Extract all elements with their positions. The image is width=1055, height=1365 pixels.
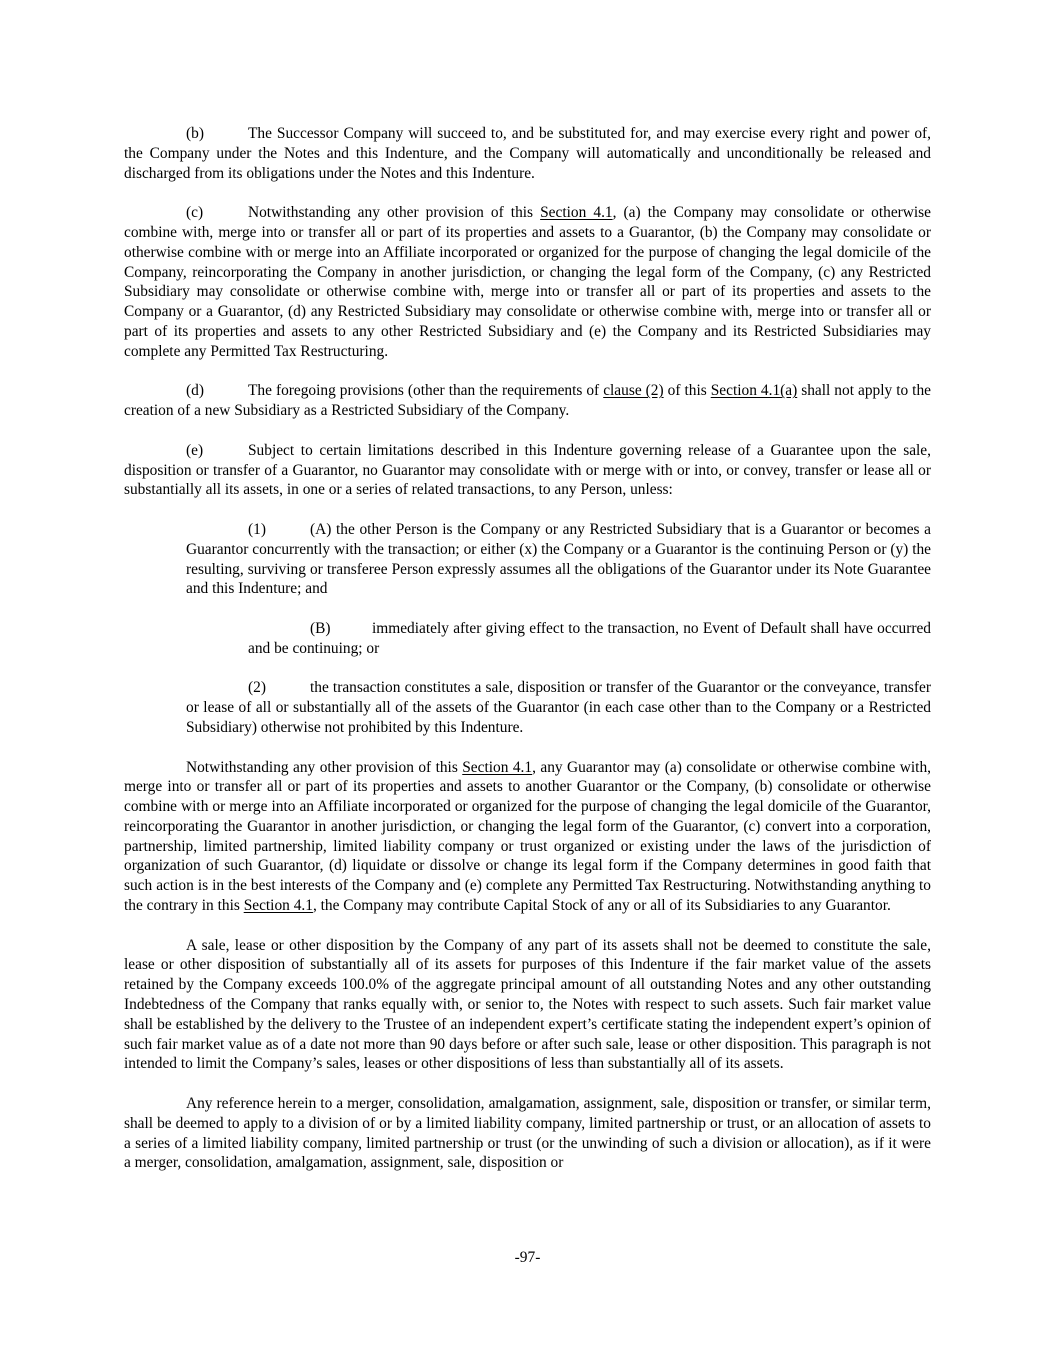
paragraph-notwithstanding bbox=[124, 758, 931, 916]
paragraph-text: shall not apply to the creation of a new Subsidiary as a Restricted Subsidiary of the Company. bbox=[124, 382, 931, 420]
clause-reference: clause (2) bbox=[603, 382, 664, 400]
section-reference: Section 4.1(a) bbox=[710, 382, 798, 400]
paragraph-text: The Successor Company will succeed to, and be substituted for, and may exercise every right and power of, the Company under the Notes and this Indenture, and the Company will automatically and unconditionally be released and discharged from its obligations under the Notes and this Indenture. bbox=[124, 125, 931, 182]
clause-text: immediately after giving effect to the transaction, no Event of Default shall have occurred and be continuing; or bbox=[248, 619, 931, 657]
document-page bbox=[124, 124, 931, 1173]
paragraph-label: (b) bbox=[186, 125, 204, 142]
clause-1b-block bbox=[248, 619, 931, 659]
paragraph-text: Notwithstanding any other provision of this bbox=[186, 758, 463, 776]
clause-text: (A) the other Person is the Company or any Restricted Subsidiary that is a Guarantor or becomes a Guarantor concurrently with the transaction; or either (x) the Company or a Guarantor is the continuing Person or (y) the resulting, surviving or transferee Person expressly assumes all the obligations of the Guarantor under its Note Guarantee and this Indenture; and bbox=[186, 520, 931, 598]
clause-1b bbox=[248, 619, 931, 659]
paragraph-sale bbox=[124, 936, 931, 1075]
page-number: -97- bbox=[514, 1249, 541, 1266]
paragraph-text: , the Company may contribute Capital Stock of any or all of its Subsidiaries to any Guarantor. bbox=[312, 897, 891, 915]
paragraph-text: Subject to certain limitations described in this Indenture governing release of a Guarantee upon the sale, disposition or transfer of a Guarantor, no Guarantor may consolidate with or merge with or into, or convey, transfer or lease all or substantially all its assets, in one or a series of related transactions, to any Person, unless: bbox=[124, 441, 931, 499]
section-reference: Section 4.1 bbox=[540, 204, 613, 222]
paragraph-text: Notwithstanding any other provision of this bbox=[248, 204, 541, 222]
section-reference: Section 4.1 bbox=[462, 758, 533, 776]
clause-2-block bbox=[186, 678, 931, 737]
paragraph-c bbox=[124, 203, 931, 361]
paragraph-e bbox=[124, 441, 931, 500]
clause-label: (2) bbox=[248, 679, 266, 697]
clause-text: the transaction constitutes a sale, disposition or transfer of the Guarantor or the conveyance, transfer or lease of all or substantially all of the assets of the Guarantor (in each case other than to the Company or a Restricted Subsidiary) otherwise not prohibited by this Indenture. bbox=[186, 679, 931, 736]
clause-1 bbox=[186, 520, 931, 599]
paragraph-b bbox=[124, 124, 931, 183]
paragraph-text: Any reference herein to a merger, consolidation, amalgamation, assignment, sale, disposition or transfer, or similar term, shall be deemed to apply to a division of or by a limited liability company, limited partnership or trust, or an allocation of assets to a series of a limited liability company, limited partnership or trust (or the unwinding of such a division or allocation), as if it were a merger, consolidation, amalgamation, assignment, sale, disposition or bbox=[124, 1095, 931, 1172]
paragraph-text: , any Guarantor may (a) consolidate or otherwise combine with, merge into or transfer all or part of its properties and assets to another Guarantor or the Company, (b) consolidate or otherwise combine with or merge into an Affiliate incorporated or organized for the purpose of changing the legal domicile of the Guarantor, reincorporating the Guarantor in another jurisdiction, or changing the legal form of the Guarantor, (c) convert into a corporation, partnership, limited partnership, limited liability company or trust organized or existing under the laws of the jurisdiction of organization of such Guarantor, (d) liquidate or dissolve or change its legal form if the Company determines in good faith that such action is in the best interests of the Company and (e) complete any Permitted Tax Restructuring. Notwithstanding anything to the contrary in this bbox=[124, 758, 931, 915]
section-reference: Section 4.1 bbox=[243, 897, 313, 915]
paragraph-text: The foregoing provisions (other than the requirements of bbox=[248, 382, 604, 400]
paragraph-d bbox=[124, 381, 931, 421]
paragraph-reference bbox=[124, 1094, 931, 1173]
paragraph-label: (e) bbox=[186, 441, 204, 459]
paragraph-text: of this bbox=[663, 382, 711, 400]
paragraph-text: A sale, lease or other disposition by the Company of any part of its assets shall not be deemed to constitute the sale, lease or other disposition of substantially all of its assets for purposes of this Indenture if the fair market value of the assets retained by the Company exceeds 100.0% of the aggregate principal amount of all outstanding Notes and any other outstanding Indebtedness of the Company that ranks equally with, or senior to, the Notes with respect to such assets. Such fair market value shall be established by the delivery to the Trustee of an independent expert’s certificate stating the independent expert’s opinion of such fair market value as of a date not more than 90 days before or after such sale, lease or other disposition. This paragraph is not intended to limit the Company’s sales, leases or other dispositions of less than substantially all of its assets. bbox=[124, 936, 931, 1073]
paragraph-label: (d) bbox=[186, 382, 204, 400]
clause-2 bbox=[186, 678, 931, 737]
clause-1-block bbox=[186, 520, 931, 599]
paragraph-text: , (a) the Company may consolidate or otherwise combine with, merge into or transfer all or part of its properties and assets to a Guarantor, (b) the Company may consolidate or otherwise combine with or merge into an Affiliate incorporated or organized for the purpose of changing the legal domicile of the Company, reincorporating the Company in another jurisdiction, or changing the legal form of the Company, (c) any Restricted Subsidiary may consolidate or otherwise combine with, merge into or transfer all or part of its properties and assets to the Company or a Guarantor, (d) any Restricted Subsidiary may consolidate or otherwise combine with, merge into or transfer all or part of its properties and assets to any other Restricted Subsidiary and (e) the Company and its Restricted Subsidiaries may complete any Permitted Tax Restructuring. bbox=[124, 204, 931, 360]
clause-label: (1) bbox=[248, 520, 266, 538]
paragraph-label: (c) bbox=[186, 204, 204, 222]
clause-label: (B) bbox=[310, 619, 331, 637]
